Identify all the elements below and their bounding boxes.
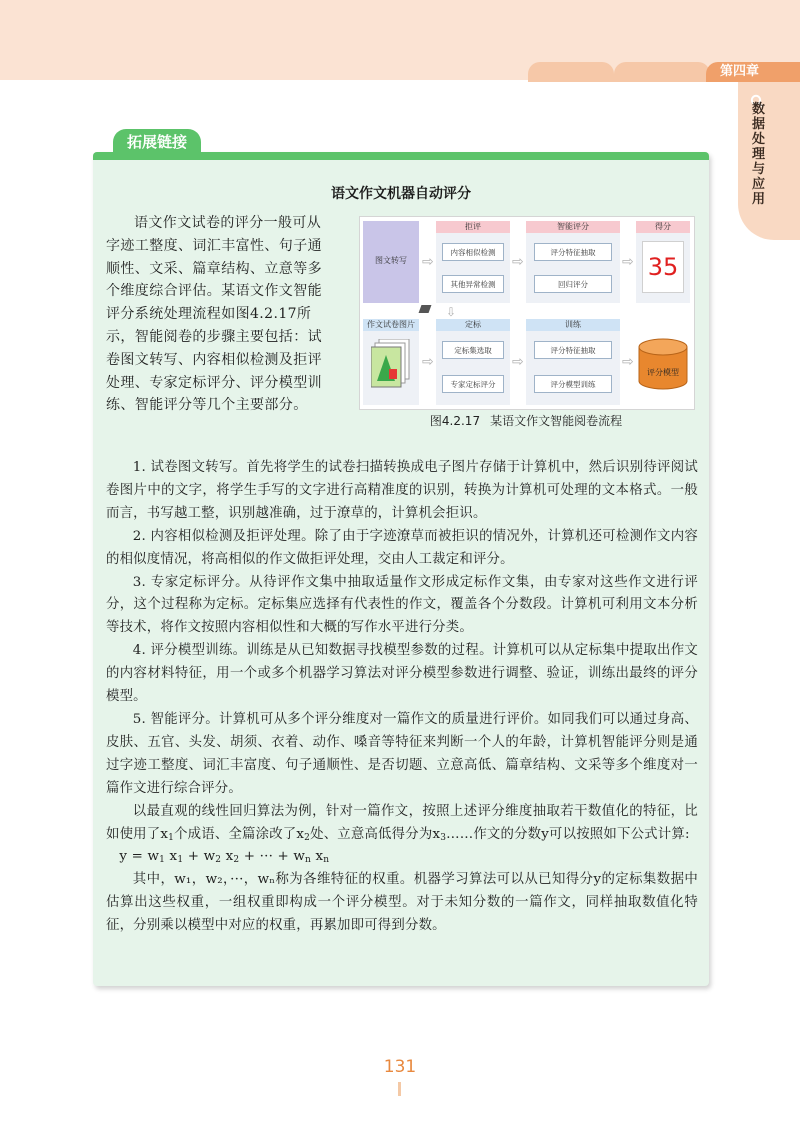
header-tab-deco — [528, 62, 614, 82]
header-tab-deco — [614, 62, 710, 82]
paragraph-step-4: 4. 评分模型训练。训练是从已知数据寻找模型参数的过程。计算机可以从定标集中提取出作文的内容材料特征，用一个或多个机器学习算法对评分模型参数进行调整、验证，训练出最终的评分模型。 — [106, 643, 698, 705]
formula-sub: n — [323, 855, 330, 866]
essay-images-group — [363, 319, 419, 405]
smart-score-group — [526, 221, 620, 303]
image-convert-node — [363, 221, 419, 303]
regression-text: 以最直观的线性回归算法为例，针对一篇作文，按照上述评分维度抽取若干数值化的特征，比如使用了 — [106, 803, 698, 842]
var-x2-sub: 2 — [304, 832, 311, 843]
reject-group — [436, 221, 510, 303]
figure-caption-text: 某语文作文智能阅卷流程 — [490, 414, 623, 428]
essay-image-icon — [371, 339, 411, 395]
side-strip — [738, 82, 800, 240]
paragraph-step-5: 5. 智能评分。计算机可从多个评分维度对一篇作文的质量进行评价。如同我们可以通过身高、皮肤、五官、头发、胡须、衣着、动作、嗓音等特征来判断一个人的年龄，计算机智能评分则是通过字迹工整度、词汇丰富度、句子通顺性、是否切题、立意高低、篇章结构、文采等多个维度对一篇作文进行综合评分。 — [106, 711, 698, 796]
arrow-icon: ⇨ — [422, 354, 434, 370]
arrow-down-icon: ⇩ — [446, 305, 457, 319]
formula — [106, 846, 698, 869]
formula-sub: 2 — [215, 855, 222, 866]
var-x2: x — [296, 826, 305, 842]
image-convert-label: 图文转写 — [375, 256, 407, 265]
calibration-header: 定标 — [436, 319, 510, 331]
paragraph-weights: 其中，w₁，w₂，···，wₙ称为各维特征的权重。机器学习算法可以从已知得分y的定标集数据中估算出这些权重，一组权重即构成一个评分模型。对于未知分数的一篇作文，同样抽取数值化特征，分别乘以模型中对应的权重，再累加即可得到分数。 — [106, 872, 698, 934]
essay-images-header: 作文试卷图片 — [363, 319, 419, 331]
calibration-group — [436, 319, 510, 405]
arrow-icon: ⇨ — [512, 254, 524, 270]
arrow-icon: ⇨ — [512, 354, 524, 370]
training-header: 训练 — [526, 319, 620, 331]
formula-part: x — [221, 849, 234, 865]
train-feature-box: 评分特征抽取 — [534, 341, 612, 359]
formula-sub: 1 — [159, 855, 166, 866]
formula-sub: 1 — [177, 855, 184, 866]
var-x1: x — [160, 826, 169, 842]
paragraph-step-1: 1. 试卷图文转写。首先将学生的试卷扫描转换成电子图片存储于计算机中，然后识别待评阅试卷图片中的文字，将学生手写的文字进行高精准度的识别，转换为计算机可处理的文本格式。一般而言，书写越工整，识别越准确，过于潦草的，计算机会拒识。 — [106, 460, 698, 521]
var-x3-sub: 3 — [440, 832, 447, 843]
extension-badge: 拓展链接 — [113, 129, 201, 155]
figure-caption — [359, 412, 693, 429]
body-text — [106, 457, 698, 938]
paragraph-step-2: 2. 内容相似检测及拒评处理。除了由于字迹潦草而被拒识的情况外，计算机还可检测作文内容的相似度情况，将高相似的作文做拒评处理，交由人工裁定和评分。 — [106, 528, 698, 567]
formula-part: y = w — [119, 849, 160, 865]
score-header: 得分 — [636, 221, 690, 233]
panel-title: 语文作文机器自动评分 — [331, 186, 471, 202]
formula-sub: 2 — [233, 855, 240, 866]
flow-figure — [359, 216, 695, 410]
model-label: 评分模型 — [647, 368, 679, 377]
formula-sub: n — [305, 855, 312, 866]
expert-score-box: 专家定标评分 — [442, 375, 504, 393]
arrow-icon: ⇨ — [622, 354, 634, 370]
model-cylinder-icon — [636, 337, 690, 393]
formula-part: + w — [183, 849, 216, 865]
page-number-divider — [398, 1082, 401, 1096]
formula-part: x — [311, 849, 324, 865]
score-value: 35 — [642, 241, 684, 293]
regression-box: 回归评分 — [534, 275, 612, 293]
figure-number: 图4.2.17 — [429, 414, 481, 428]
calib-select-box: 定标集选取 — [442, 341, 504, 359]
intro-paragraph: 语文作文试卷的评分一般可从字迹工整度、词汇丰富性、句子通顺性、文采、篇章结构、立意等多个维度综合评估。某语文作文智能评分系统处理流程如图4.2.17所示，智能阅卷的步骤主要包括：试卷图文转写、内容相似检测及拒评处理、专家定标评分、评分模型训练、智能评分等几个主要部分。 — [106, 215, 322, 414]
other-anomaly-box: 其他异常检测 — [442, 275, 504, 293]
formula-part: + ··· + w — [239, 849, 306, 865]
feature-extract-box: 评分特征抽取 — [534, 243, 612, 261]
var-x1-sub: 1 — [168, 832, 175, 843]
arrow-icon: ⇨ — [422, 254, 434, 270]
similarity-check-box: 内容相似检测 — [442, 243, 504, 261]
chapter-tab: 第四章 — [706, 62, 800, 82]
reject-header: 拒评 — [436, 221, 510, 233]
paragraph-regression — [106, 801, 698, 847]
model-train-box: 评分模型训练 — [534, 375, 612, 393]
var-x3: x — [432, 826, 441, 842]
regression-text: 个成语、全篇涂改了 — [174, 826, 297, 842]
paragraph-step-3: 3. 专家定标评分。从待评作文集中抽取适量作文形成定标作文集，由专家对这些作文进行评分，这个过程称为定标。定标集应选择有代表性的作文，覆盖各个分数段。计算机可利用文本分析等技术，将作文按照内容相似性和大概的写作水平进行分类。 — [106, 574, 698, 636]
smart-score-header: 智能评分 — [526, 221, 620, 233]
regression-text: ……作文的分数y可以按照如下公式计算: — [446, 826, 690, 842]
formula-part: x — [165, 849, 178, 865]
training-group — [526, 319, 620, 405]
regression-text: 处、立意高低得分为 — [310, 826, 433, 842]
side-section-title: 数据处理与应用 — [752, 102, 766, 207]
score-group — [636, 221, 690, 303]
arrow-icon: ⇨ — [622, 254, 634, 270]
page-number: 131 — [383, 1057, 417, 1077]
return-arrow-icon — [419, 305, 432, 313]
